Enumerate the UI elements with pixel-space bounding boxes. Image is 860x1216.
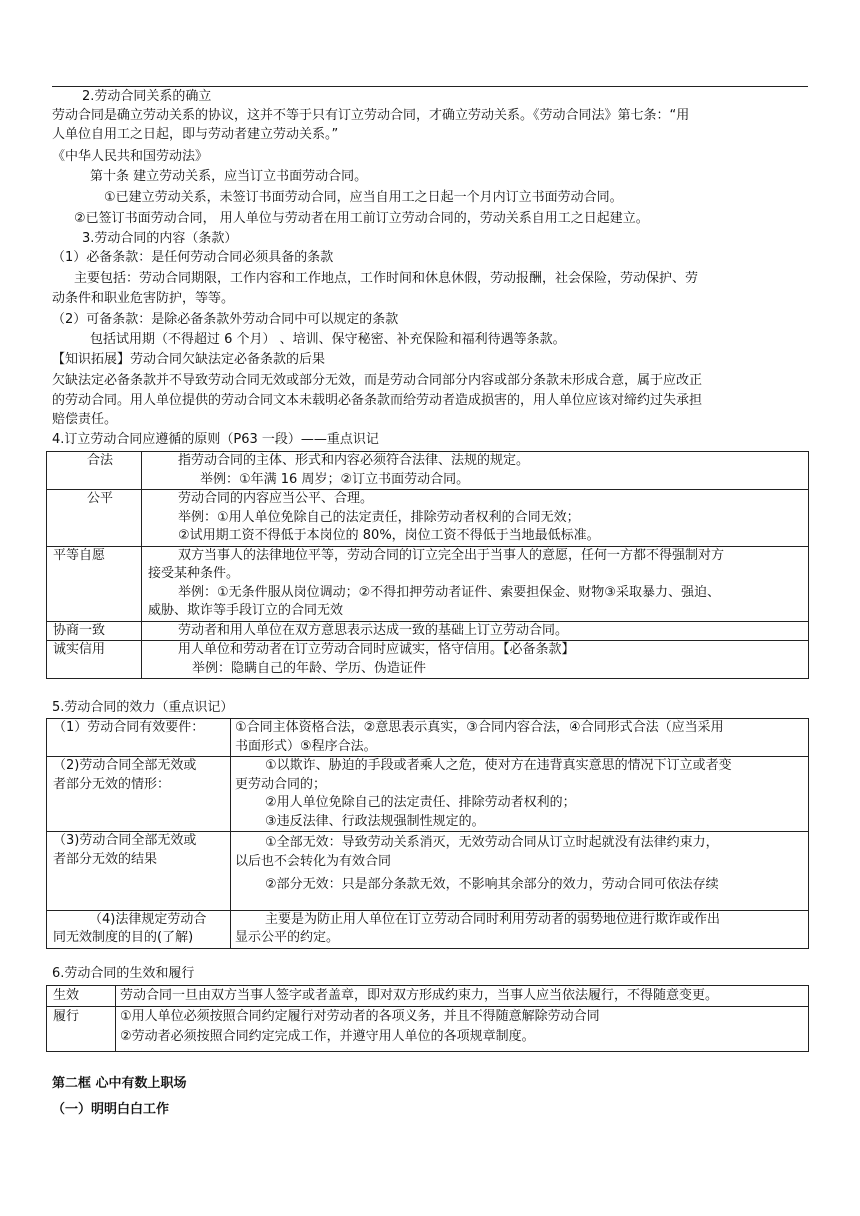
law-title: 《中华人民共和国劳动法》 bbox=[52, 149, 209, 164]
cell-line: 以后也不会转化为有效合同 bbox=[235, 854, 392, 869]
principles-table bbox=[46, 451, 809, 679]
section-6-heading: 6.劳动合同的生效和履行 bbox=[52, 966, 195, 981]
paragraph-line: 劳动合同是确立劳动关系的协议，这并不等于只有订立劳动合同，才确立劳动关系。《劳动合同法》第七条：“用 bbox=[52, 108, 690, 123]
section-4-heading: 4.订立劳动合同应遵循的原则（P63 一段）——重点识记 bbox=[52, 432, 379, 447]
paragraph-line: 人单位自用工之日起，即与劳动者建立劳动关系。” bbox=[52, 127, 339, 142]
row-label: （2)劳动合同全部无效或 bbox=[53, 758, 197, 773]
list-item: ①已建立劳动关系，未签订书面劳动合同，应当自用工之日起一个月内订立书面劳动合同。 bbox=[104, 190, 623, 205]
effect-table bbox=[46, 985, 809, 1052]
row-label: 诚实信用 bbox=[53, 642, 106, 657]
cell-line: 举例：隐瞒自己的年龄、学历、伪造证件 bbox=[192, 660, 427, 676]
row-label: 协商一致 bbox=[53, 622, 106, 638]
row-label: （4)法律规定劳动合 bbox=[89, 911, 207, 927]
table-row bbox=[47, 832, 809, 911]
table-row bbox=[47, 452, 809, 490]
article-10: 第十条 建立劳动关系，应当订立书面劳动合同。 bbox=[90, 169, 368, 184]
cell-line: 劳动者和用人单位在双方意思表示达成一致的基础上订立劳动合同。 bbox=[178, 622, 569, 638]
list-item: ②已签订书面劳动合同， 用人单位与劳动者在用工前订立劳动合同的，劳动关系自用工之日起建立。 bbox=[74, 211, 649, 226]
section-2-heading: 2.劳动合同关系的确立 bbox=[82, 89, 212, 104]
table-row bbox=[47, 546, 809, 621]
section-5-heading: 5.劳动合同的效力（重点识记） bbox=[52, 700, 234, 715]
table-row bbox=[47, 910, 809, 948]
paragraph-line: 欠缺法定必备条款并不导致劳动合同无效或部分无效，而是劳动合同部分内容或部分条款未形成合意，属于应改正 bbox=[52, 373, 703, 388]
cell-line: 更劳动合同的； bbox=[235, 776, 327, 792]
cell-line: 双方当事人的法律地位平等，劳动合同的订立完全出于当事人的意愿，任何一方都不得强制对方 bbox=[178, 547, 725, 563]
cell-line: ③违反法律、行政法规强制性规定的。 bbox=[265, 813, 485, 829]
table-row bbox=[47, 490, 809, 547]
row-label: 履行 bbox=[53, 1009, 80, 1024]
paragraph-line: 动条件和职业危害防护，等等。 bbox=[52, 291, 235, 306]
paragraph-line: 赔偿责任。 bbox=[52, 412, 118, 427]
top-rule bbox=[52, 86, 808, 87]
cell-line: 显示公平的约定。 bbox=[235, 930, 340, 945]
cell-line: 主要是为防止用人单位在订立劳动合同时利用劳动者的弱势地位进行欺诈或作出 bbox=[265, 911, 721, 927]
cell-line: ①全部无效：导致劳动关系消灭，无效劳动合同从订立时起就没有法律约束力， bbox=[265, 835, 719, 850]
paragraph-line: （1）必备条款：是任何劳动合同必须具备的条款 bbox=[52, 250, 334, 265]
row-label: 合法 bbox=[87, 453, 114, 468]
table-row bbox=[47, 1007, 809, 1052]
table-row bbox=[47, 621, 809, 641]
subheading-1: （一）明明白白工作 bbox=[52, 1102, 170, 1117]
cell-line: ②试用期工资不得低于本岗位的 80%，岗位工资不得低于当地最低标准。 bbox=[178, 528, 600, 543]
cell-line: 举例：①用人单位免除自己的法定责任，排除劳动者权利的合同无效； bbox=[178, 509, 580, 525]
cell-line: 指劳动合同的主体、形式和内容必须符合法律、法规的规定。 bbox=[178, 453, 530, 468]
row-label: 公平 bbox=[87, 491, 114, 506]
cell-line: 威胁、欺诈等手段订立的合同无效 bbox=[148, 603, 344, 618]
validity-table bbox=[46, 718, 809, 949]
knowledge-extension-title: 【知识拓展】劳动合同欠缺法定必备条款的后果 bbox=[52, 352, 326, 367]
cell-line: ②劳动者必须按照合同约定完成工作，并遵守用人单位的各项规章制度。 bbox=[120, 1029, 535, 1044]
row-label: 者部分无效的情形： bbox=[53, 776, 171, 792]
cell-line: 接受某种条件。 bbox=[148, 566, 240, 581]
table-row bbox=[47, 719, 809, 757]
cell-line: ①以欺诈、胁迫的手段或者乘人之危，使对方在违背真实意思的情况下订立或者变 bbox=[265, 758, 732, 773]
cell-line: 举例：①年满 16 周岁；②订立书面劳动合同。 bbox=[200, 471, 470, 487]
cell-line: ②用人单位免除自己的法定责任、排除劳动者权利的； bbox=[265, 795, 576, 810]
paragraph-line: 的劳动合同。用人单位提供的劳动合同文本未载明必备条款而给劳动者造成损害的，用人单位应该对缔约过失承担 bbox=[52, 393, 703, 408]
row-label: 同无效制度的目的(了解) bbox=[53, 930, 194, 945]
cell-line: ①用人单位必须按照合同约定履行对劳动者的各项义务，并且不得随意解除劳动合同 bbox=[120, 1009, 600, 1024]
row-label: （3)劳动合同全部无效或 bbox=[53, 833, 197, 848]
cell-line: 书面形式）⑤程序合法。 bbox=[235, 738, 377, 754]
cell-line: 用人单位和劳动者在订立劳动合同时应诚实，恪守信用。【必备条款】 bbox=[178, 642, 575, 657]
paragraph-line: 主要包括：劳动合同期限，工作内容和工作地点，工作时间和休息休假，劳动报酬，社会保险，劳动保护、劳 bbox=[74, 271, 699, 286]
cell-line: ②部分无效：只是部分条款无效，不影响其余部分的效力，劳动合同可依法存续 bbox=[265, 876, 719, 892]
row-label: 平等自愿 bbox=[53, 547, 106, 563]
cell-line: 举例：①无条件服从岗位调动；②不得扣押劳动者证件、索要担保金、财物③采取暴力、强迫、 bbox=[178, 584, 720, 600]
paragraph-line: （2）可备条款：是除必备条款外劳动合同中可以规定的条款 bbox=[52, 312, 399, 327]
cell-line: 劳动合同的内容应当公平、合理。 bbox=[178, 491, 374, 506]
row-label: 者部分无效的结果 bbox=[53, 851, 158, 867]
cell-line: ①合同主体资格合法，②意思表示真实，③合同内容合法，④合同形式合法（应当采用 bbox=[235, 720, 724, 735]
section-3-heading: 3.劳动合同的内容（条款） bbox=[82, 231, 238, 246]
table-row bbox=[47, 757, 809, 832]
row-label: （1）劳动合同有效要件： bbox=[53, 720, 205, 735]
cell-line: 劳动合同一旦由双方当事人签字或者盖章，即对双方形成约束力，当事人应当依法履行，不得随意变更。 bbox=[120, 988, 719, 1003]
row-label: 生效 bbox=[53, 988, 80, 1003]
table-row bbox=[47, 986, 809, 1007]
paragraph-line: 包括试用期（不得超过 6 个月） 、培训、保守秘密、补充保险和福利待遇等条款。 bbox=[90, 332, 566, 347]
frame-2-heading: 第二框 心中有数上职场 bbox=[52, 1076, 187, 1091]
table-row bbox=[47, 641, 809, 679]
